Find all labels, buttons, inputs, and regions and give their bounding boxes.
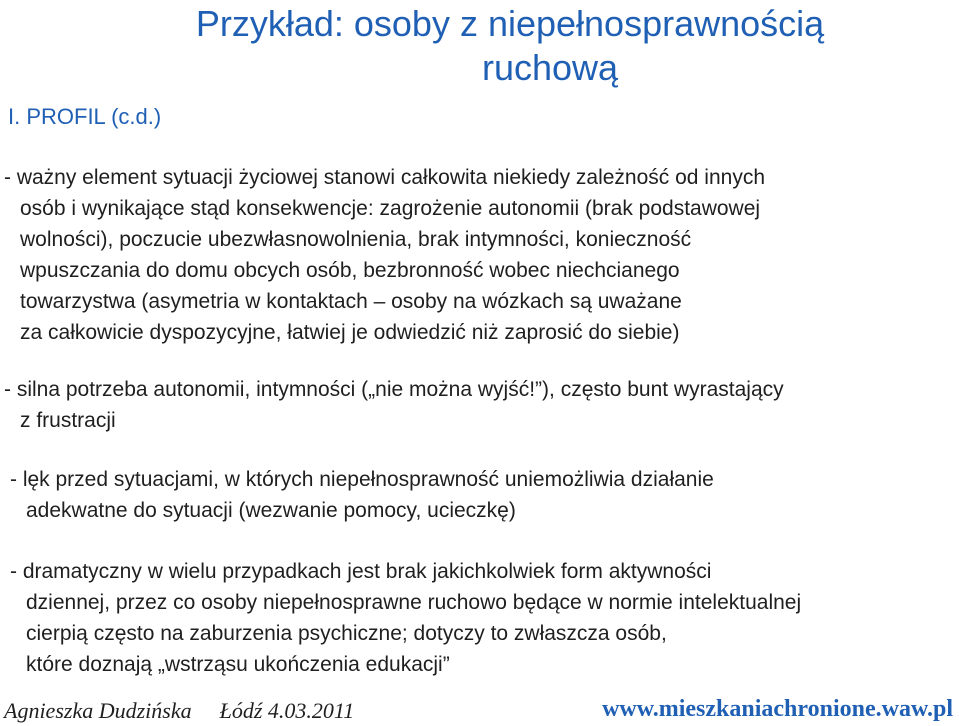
section-subtitle: I. PROFIL (c.d.) xyxy=(8,104,162,129)
bullet-4-line-3: cierpią często na zaburzenia psychiczne; dotyczy to zwłaszcza osób, xyxy=(26,622,667,645)
bullet-3 xyxy=(0,464,955,526)
bullet-1-line-2: osób i wynikające stąd konsekwencje: zagrożenie autonomii (brak podstawowej xyxy=(20,197,761,220)
footer-author: Agnieszka Dudzińska xyxy=(4,698,192,723)
bullet-1-line-5: towarzystwa (asymetria w kontaktach – osoby na wózkach są uważane xyxy=(20,290,682,313)
bullet-1-line-4: wpuszczania do domu obcych osób, bezbronność wobec niechcianego xyxy=(20,259,680,282)
bullet-4-line-1: - dramatyczny w wielu przypadkach jest brak jakichkolwiek form aktywności xyxy=(10,560,712,583)
bullet-2-line-2: z frustracji xyxy=(20,409,116,432)
bullet-1-line-3: wolności), poczucie ubezwłasnowolnienia, brak intymności, konieczność xyxy=(20,228,692,251)
slide-title-line-2: ruchową xyxy=(481,47,619,88)
footer-place-date: Łódź 4.03.2011 xyxy=(219,698,355,723)
bullet-2-line-1: - silna potrzeba autonomii, intymności („nie można wyjść!”), często bunt wyrastający xyxy=(4,378,784,401)
bullet-1-line-1: - ważny element sytuacji życiowej stanowi całkowita niekiedy zależność od innych xyxy=(4,166,766,189)
slide-title xyxy=(110,2,910,90)
bullet-1-line-6: za całkowicie dyspozycyjne, łatwiej je odwiedzić niż zaprosić do siebie) xyxy=(20,321,680,344)
footer-website-link[interactable]: www.mieszkaniachronione.waw.pl xyxy=(602,696,953,722)
bullet-2 xyxy=(0,374,955,436)
bullet-1 xyxy=(0,162,955,348)
footer-author-date xyxy=(4,698,354,724)
bullet-4-line-4: które doznają „wstrząsu ukończenia edukacji” xyxy=(26,653,450,676)
bullet-3-line-1: - lęk przed sytuacjami, w których niepełnosprawność uniemożliwia działanie xyxy=(10,468,714,491)
bullet-4-line-2: dziennej, przez co osoby niepełnosprawne ruchowo będące w normie intelektualnej xyxy=(26,591,802,614)
slide-title-line-1: Przykład: osoby z niepełnosprawnością xyxy=(195,3,825,44)
bullet-3-line-2: adekwatne do sytuacji (wezwanie pomocy, ucieczkę) xyxy=(26,499,516,522)
bullet-4 xyxy=(0,556,955,680)
